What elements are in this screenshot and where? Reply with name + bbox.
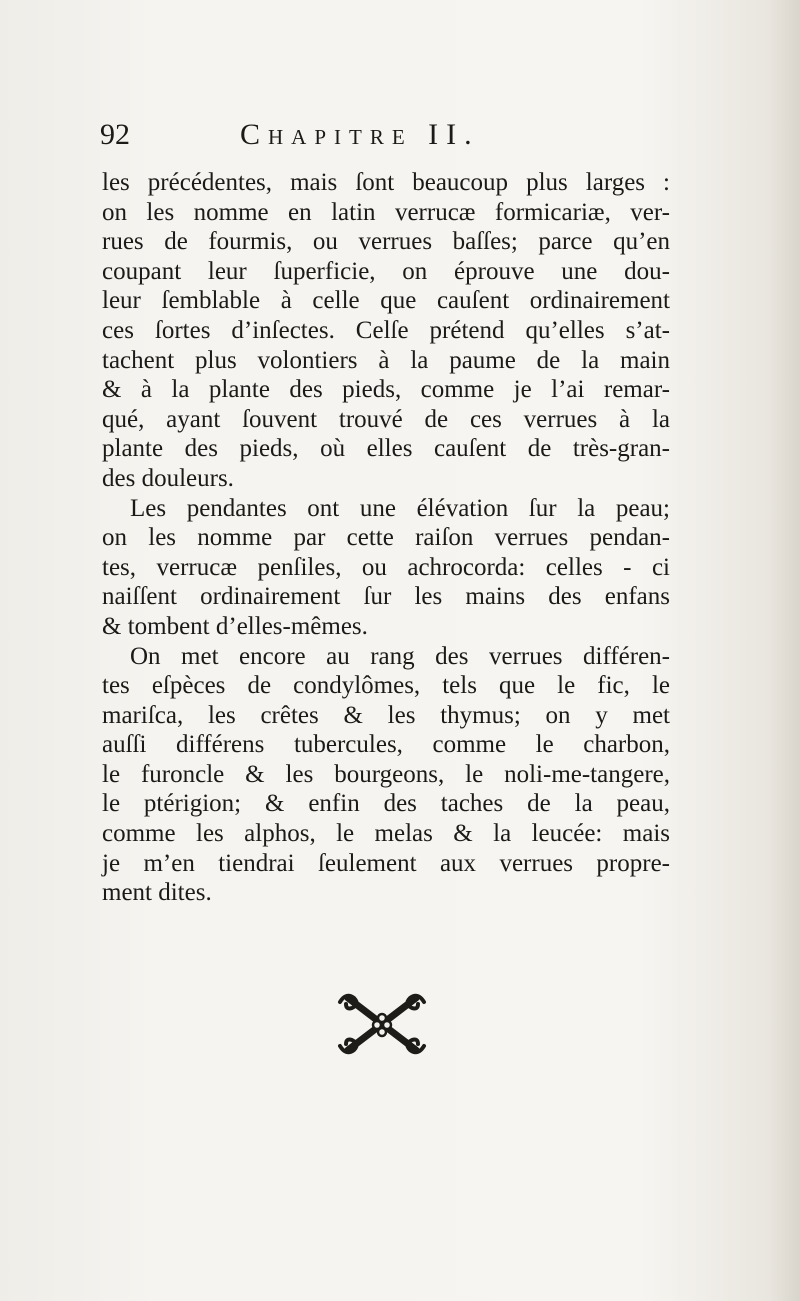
text-line: comme les alphos, le melas & la leucée: mais [102,820,670,848]
text-line: qué, ayant ſouvent trouvé de ces verrues à la [102,405,670,433]
text-line: tes eſpèces de condylômes, tels que le fic, le [102,672,670,700]
text-line: tes, verrucæ penſiles, ou achrocorda: celles - ci [102,553,670,581]
text-line: on les nomme par cette raiſon verrues pendan- [102,524,670,552]
page-number: 92 [100,118,130,151]
text-line: leur ſemblable à celle que cauſent ordinairement [102,287,670,315]
floral-cross-ornament-icon [334,988,430,1060]
text-line: plante des pieds, où elles cauſent de très-gran- [102,435,670,463]
text-line: des douleurs. [102,464,234,492]
text-line: le ptérigion; & enfin des taches de la peau, [102,790,670,818]
text-line: les précédentes, mais ſont beaucoup plus larges : [102,169,670,196]
text-line: je m’en tiendrai ſeulement aux verrues propre- [102,849,670,877]
text-line: Les pendantes ont une élévation ſur la peau; [130,494,670,522]
page-header [100,118,660,158]
text-line: On met encore au rang des verrues différen- [130,642,670,670]
text-line: & à la plante des pieds, comme je l’ai remar- [102,376,670,404]
text-line: tachent plus volontiers à la paume de la main [102,346,670,374]
running-head: Chapitre II. [240,118,480,151]
text-line: rues de fourmis, ou verrues baſſes; parce qu’en [102,228,670,256]
text-line: & tombent d’elles-mêmes. [102,612,368,640]
text-line: ces ſortes d’inſectes. Celſe prétend qu’elles s’at- [102,316,670,344]
text-line: auſſi différens tubercules, comme le charbon, [102,731,670,759]
text-line: mariſca, les crêtes & les thymus; on y met [102,701,670,729]
text-line: coupant leur ſuperficie, on éprouve une dou- [102,257,670,285]
text-line: on les nomme en latin verrucæ formicariæ, ver- [102,198,670,226]
text-line: le furoncle & les bourgeons, le noli-me-tangere, [102,760,670,788]
text-line: naiſſent ordinairement ſur les mains des enfans [102,583,670,611]
text-line: ment dites. [102,879,212,907]
body-text [102,168,670,908]
